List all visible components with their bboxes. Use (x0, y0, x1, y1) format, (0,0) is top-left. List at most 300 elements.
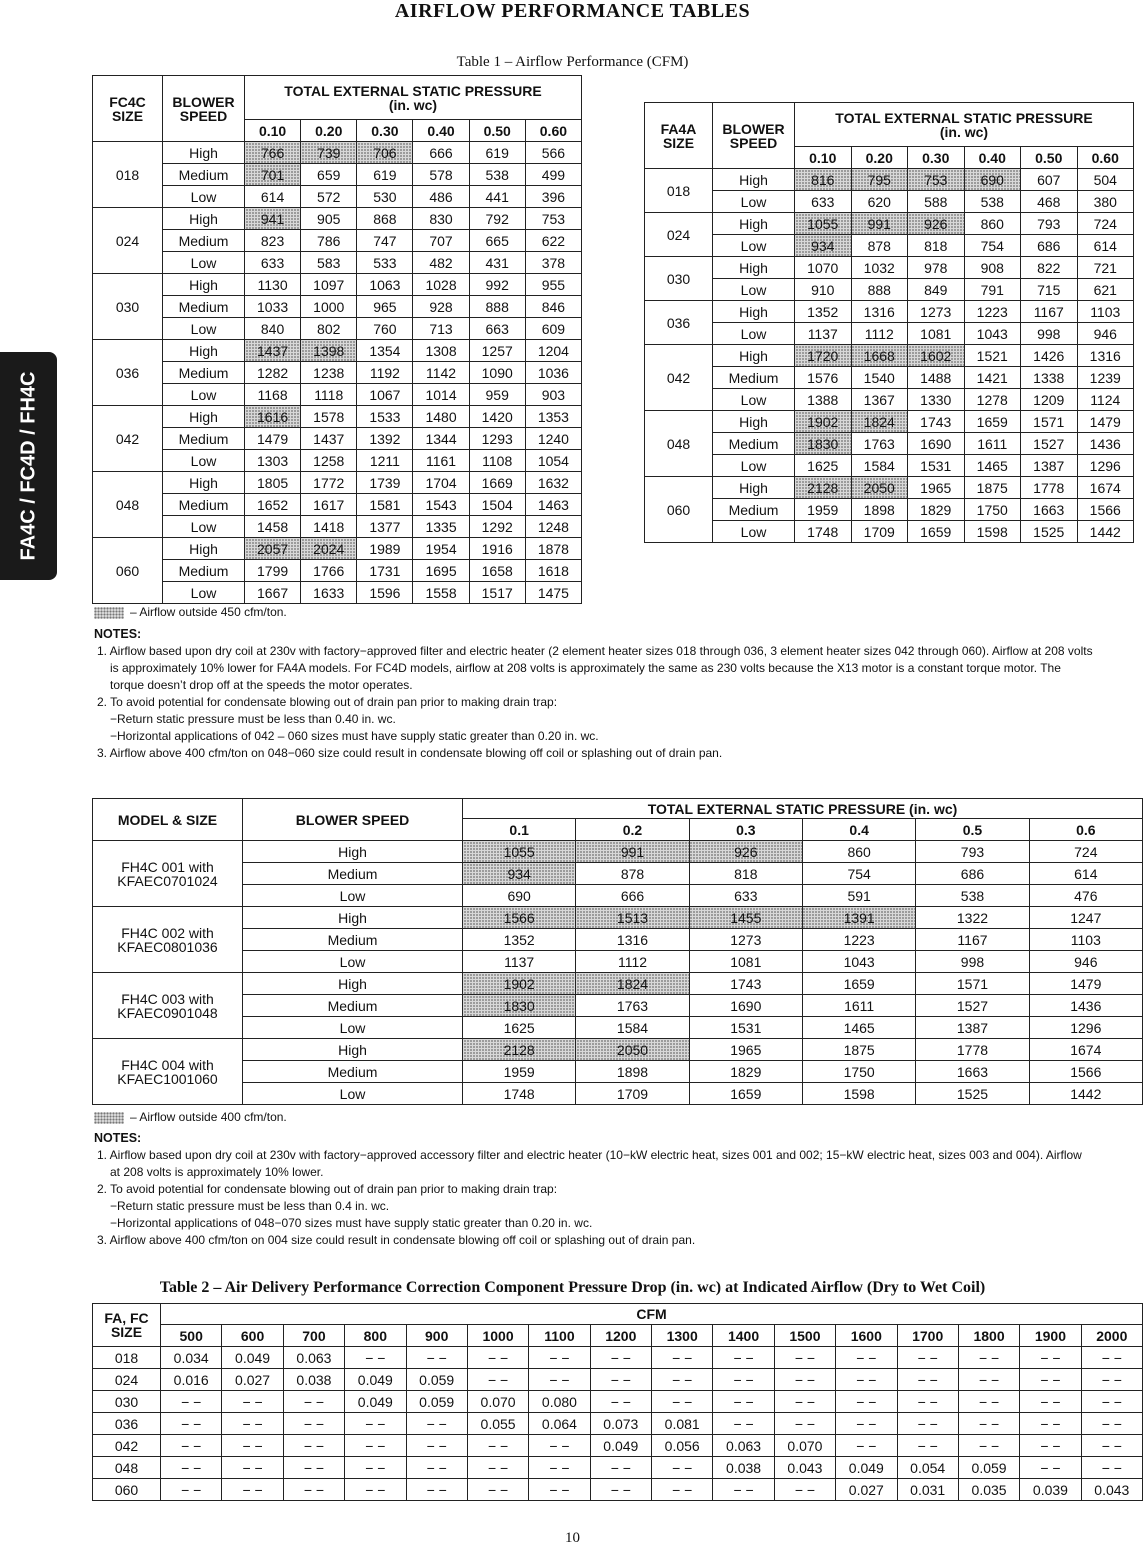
cfm-cell: 1602 (908, 345, 965, 367)
table-row (645, 213, 1134, 235)
cfm-cell: 1293 (469, 428, 525, 450)
cfm-cell: 1571 (916, 973, 1029, 995)
col-header: 0.20 (851, 147, 908, 169)
cfm-cell: 795 (851, 169, 908, 191)
pressure-drop-cell: − − (283, 1479, 344, 1501)
cfm-cell: 1465 (964, 455, 1021, 477)
cfm-cell: 476 (1029, 885, 1142, 907)
table-row (93, 142, 582, 164)
table-row (93, 252, 582, 274)
size-cell: 060 (93, 1479, 161, 1501)
note-subitem: −Horizontal applications of 042 – 060 sizes must have supply static greater than 0.20 in. wc. (110, 729, 599, 743)
cfm-cell: 1805 (245, 472, 301, 494)
cfm-col-header: 500 (161, 1325, 222, 1347)
pressure-drop-cell: 0.080 (529, 1391, 590, 1413)
speed-cell: High (713, 411, 795, 433)
cfm-col-header: 1800 (958, 1325, 1019, 1347)
pressure-drop-cell: − − (774, 1479, 835, 1501)
cfm-cell: 538 (469, 164, 525, 186)
cfm-cell: 1617 (301, 494, 357, 516)
pressure-drop-cell: 0.070 (774, 1435, 835, 1457)
cfm-cell: 1420 (469, 406, 525, 428)
table-row (93, 973, 1143, 995)
cfm-cell: 583 (301, 252, 357, 274)
cfm-cell: 934 (463, 863, 576, 885)
cfm-cell: 666 (413, 142, 469, 164)
pressure-drop-cell: 0.063 (283, 1347, 344, 1369)
table-row (93, 995, 1143, 1017)
pressure-drop-cell: − − (713, 1347, 774, 1369)
speed-cell: Low (163, 384, 245, 406)
cfm-cell: 1273 (908, 301, 965, 323)
cfm-cell: 926 (908, 213, 965, 235)
cfm-cell: 690 (964, 169, 1021, 191)
cfm-cell: 1763 (851, 433, 908, 455)
cfm-cell: 1659 (908, 521, 965, 543)
cfm-cell: 1463 (525, 494, 581, 516)
cfm-cell: 380 (1077, 191, 1134, 213)
cfm-cell: 1766 (301, 560, 357, 582)
table-row (93, 164, 582, 186)
blower-speed-header: BLOWER SPEED (163, 76, 245, 142)
table-row (93, 1369, 1143, 1391)
speed-cell: Low (163, 252, 245, 274)
pressure-drop-cell: − − (774, 1347, 835, 1369)
size-cell: 030 (645, 257, 713, 301)
table-row (645, 257, 1134, 279)
cfm-cell: 978 (908, 257, 965, 279)
pressure-drop-cell: − − (713, 1369, 774, 1391)
cfm-cell: 1063 (357, 274, 413, 296)
cfm-cell: 802 (301, 318, 357, 340)
pressure-drop-cell: − − (529, 1435, 590, 1457)
cfm-cell: 686 (1021, 235, 1078, 257)
pressure-drop-cell: − − (467, 1347, 528, 1369)
size-cell: 018 (93, 142, 163, 208)
cfm-cell: 1442 (1077, 521, 1134, 543)
table-row (93, 1435, 1143, 1457)
table-row (93, 538, 582, 560)
pressure-drop-cell: 0.038 (283, 1369, 344, 1391)
pressure-drop-cell: − − (897, 1369, 958, 1391)
cfm-cell: 1479 (1029, 973, 1142, 995)
pressure-drop-cell: 0.064 (529, 1413, 590, 1435)
col-header: 0.40 (413, 120, 469, 142)
cfm-cell: 1611 (964, 433, 1021, 455)
cfm-cell: 888 (851, 279, 908, 301)
cfm-cell: 888 (469, 296, 525, 318)
cfm-cell: 1398 (301, 340, 357, 362)
table-row (93, 560, 582, 582)
pressure-drop-cell: − − (1081, 1457, 1142, 1479)
table-row (93, 428, 582, 450)
pressure-drop-cell: − − (713, 1391, 774, 1413)
table-row (645, 323, 1134, 345)
pressure-drop-cell: − − (161, 1435, 222, 1457)
cfm-cell: 955 (525, 274, 581, 296)
col-header: 0.50 (1021, 147, 1078, 169)
cfm-cell: 1335 (413, 516, 469, 538)
pressure-drop-cell: − − (590, 1391, 651, 1413)
speed-cell: High (163, 208, 245, 230)
pressure-drop-cell: − − (529, 1479, 590, 1501)
cfm-cell: 793 (916, 841, 1029, 863)
cfm-cell: 1303 (245, 450, 301, 472)
pressure-drop-cell: − − (529, 1347, 590, 1369)
speed-cell: Medium (163, 560, 245, 582)
cfm-cell: 1667 (245, 582, 301, 604)
col-header: 0.2 (576, 819, 689, 841)
cfm-cell: 622 (525, 230, 581, 252)
size-cell: 060 (645, 477, 713, 543)
cfm-cell: 1540 (851, 367, 908, 389)
cfm-cell: 1743 (689, 973, 802, 995)
pressure-drop-cell: − − (774, 1369, 835, 1391)
cfm-cell: 1097 (301, 274, 357, 296)
cfm-cell: 633 (689, 885, 802, 907)
cfm-cell: 538 (916, 885, 1029, 907)
col-header: 0.4 (802, 819, 915, 841)
pressure-drop-cell: − − (406, 1435, 467, 1457)
table-row (645, 169, 1134, 191)
table-row (645, 389, 1134, 411)
pressure-drop-cell: − − (283, 1435, 344, 1457)
cfm-cell: 1674 (1077, 477, 1134, 499)
cfm-cell: 1090 (469, 362, 525, 384)
size-cell: 042 (93, 406, 163, 472)
pressure-drop-cell: − − (713, 1479, 774, 1501)
pressure-drop-cell: − − (836, 1347, 897, 1369)
pressure-drop-cell: − − (283, 1457, 344, 1479)
cfm-cell: 1142 (413, 362, 469, 384)
pressure-drop-cell: − − (1081, 1435, 1142, 1457)
cfm-cell: 1584 (851, 455, 908, 477)
cfm-cell: 1240 (525, 428, 581, 450)
cfm-cell: 724 (1077, 213, 1134, 235)
cfm-cell: 659 (301, 164, 357, 186)
cfm-cell: 1330 (908, 389, 965, 411)
pressure-drop-cell: − − (897, 1347, 958, 1369)
cfm-cell: 2057 (245, 538, 301, 560)
cfm-cell: 1192 (357, 362, 413, 384)
cfm-cell: 840 (245, 318, 301, 340)
cfm-cell: 1799 (245, 560, 301, 582)
pressure-drop-cell: − − (836, 1391, 897, 1413)
pressure-drop-cell: − − (345, 1479, 406, 1501)
table-row (645, 411, 1134, 433)
cfm-cell: 1338 (1021, 367, 1078, 389)
pressure-drop-cell: − − (161, 1457, 222, 1479)
cfm-cell: 2128 (795, 477, 852, 499)
pressure-drop-cell: − − (406, 1347, 467, 1369)
notes-fh4c (94, 1130, 1094, 1249)
size-cell: 036 (93, 340, 163, 406)
pressure-drop-cell: − − (283, 1391, 344, 1413)
cfm-cell: 1616 (245, 406, 301, 428)
cfm-cell: 1437 (301, 428, 357, 450)
cfm-cell: 1902 (463, 973, 576, 995)
model-size-cell: FH4C 001 with KFAEC0701024 (93, 841, 243, 907)
fh4c-airflow-table (92, 798, 1143, 1105)
cfm-cell: 1584 (576, 1017, 689, 1039)
cfm-cell: 754 (964, 235, 1021, 257)
cfm-cell: 823 (245, 230, 301, 252)
cfm-cell: 1875 (964, 477, 1021, 499)
cfm-cell: 1354 (357, 340, 413, 362)
cfm-cell: 1829 (689, 1061, 802, 1083)
cfm-cell: 1442 (1029, 1083, 1142, 1105)
cfm-cell: 1625 (463, 1017, 576, 1039)
cfm-cell: 1043 (802, 951, 915, 973)
cfm-cell: 686 (916, 863, 1029, 885)
pressure-drop-cell: 0.038 (713, 1457, 774, 1479)
cfm-cell: 1625 (795, 455, 852, 477)
pressure-drop-cell: 0.081 (652, 1413, 713, 1435)
cfm-cell: 1663 (1021, 499, 1078, 521)
cfm-cell: 1479 (245, 428, 301, 450)
cfm-cell: 1618 (525, 560, 581, 582)
cfm-cell: 1388 (795, 389, 852, 411)
table-row (93, 1039, 1143, 1061)
cfm-cell: 928 (413, 296, 469, 318)
table2-title: Table 2 – Air Delivery Performance Correction Component Pressure Drop (in. wc) at Indicated Airflow (Dry to Wet Coil) (159, 1279, 986, 1296)
speed-cell: Medium (163, 230, 245, 252)
table-row (645, 279, 1134, 301)
cfm-cell: 1902 (795, 411, 852, 433)
cfm-cell: 1652 (245, 494, 301, 516)
pressure-drop-cell: − − (345, 1435, 406, 1457)
table-row (93, 208, 582, 230)
cfm-cell: 1081 (689, 951, 802, 973)
cfm-cell: 431 (469, 252, 525, 274)
pressure-drop-cell: − − (406, 1479, 467, 1501)
cfm-cell: 1296 (1029, 1017, 1142, 1039)
cfm-cell: 793 (1021, 213, 1078, 235)
cfm-cell: 1830 (463, 995, 576, 1017)
pressure-drop-cell: − − (1081, 1391, 1142, 1413)
cfm-cell: 591 (802, 885, 915, 907)
pressure-drop-cell: 0.054 (897, 1457, 958, 1479)
pressure-drop-cell: − − (529, 1457, 590, 1479)
cfm-cell: 1316 (1077, 345, 1134, 367)
table-row (93, 582, 582, 604)
cfm-col-header: 1900 (1020, 1325, 1081, 1347)
cfm-cell: 572 (301, 186, 357, 208)
size-cell: 042 (93, 1435, 161, 1457)
cfm-cell: 792 (469, 208, 525, 230)
table-row (645, 433, 1134, 455)
cfm-cell: 1778 (916, 1039, 1029, 1061)
cfm-cell: 1581 (357, 494, 413, 516)
col-header: 0.60 (525, 120, 581, 142)
cfm-cell: 1690 (689, 995, 802, 1017)
speed-cell: High (163, 142, 245, 164)
speed-cell: High (163, 472, 245, 494)
pressure-drop-cell: 0.027 (222, 1369, 283, 1391)
cfm-cell: 1965 (908, 477, 965, 499)
cfm-cell: 1830 (795, 433, 852, 455)
cfm-cell: 721 (1077, 257, 1134, 279)
cfm-cell: 1748 (795, 521, 852, 543)
table-row (93, 274, 582, 296)
cfm-cell: 1054 (525, 450, 581, 472)
col-header: 0.3 (689, 819, 802, 841)
cfm-cell: 860 (802, 841, 915, 863)
pressure-drop-cell: 0.049 (345, 1369, 406, 1391)
cfm-cell: 1878 (525, 538, 581, 560)
cfm-cell: 1513 (576, 907, 689, 929)
cfm-cell: 663 (469, 318, 525, 340)
pressure-drop-cell: − − (345, 1413, 406, 1435)
cfm-cell: 566 (525, 142, 581, 164)
cfm-cell: 486 (413, 186, 469, 208)
cfm-cell: 1028 (413, 274, 469, 296)
cfm-cell: 1488 (908, 367, 965, 389)
cfm-cell: 1633 (301, 582, 357, 604)
pressure-drop-cell: 0.043 (774, 1457, 835, 1479)
speed-cell: Medium (243, 929, 463, 951)
page-number: 10 (565, 1530, 580, 1546)
cfm-cell: 1108 (469, 450, 525, 472)
pressure-drop-cell: − − (958, 1435, 1019, 1457)
cfm-cell: 992 (469, 274, 525, 296)
cfm-cell: 633 (245, 252, 301, 274)
table-row (93, 951, 1143, 973)
cfm-col-header: 1600 (836, 1325, 897, 1347)
pressure-drop-cell: − − (1020, 1369, 1081, 1391)
cfm-cell: 1611 (802, 995, 915, 1017)
cfm-cell: 1772 (301, 472, 357, 494)
pressure-drop-cell: − − (958, 1347, 1019, 1369)
col-header: 0.30 (357, 120, 413, 142)
cfm-cell: 747 (357, 230, 413, 252)
size-cell: 036 (645, 301, 713, 345)
pressure-drop-cell: − − (406, 1457, 467, 1479)
col-header: 0.10 (795, 147, 852, 169)
cfm-cell: 860 (964, 213, 1021, 235)
cfm-cell: 1455 (689, 907, 802, 929)
table-row (645, 235, 1134, 257)
speed-cell: Medium (713, 433, 795, 455)
cfm-cell: 1103 (1077, 301, 1134, 323)
size-cell: 024 (645, 213, 713, 257)
model-size-header: MODEL & SIZE (93, 799, 243, 841)
cfm-cell: 998 (1021, 323, 1078, 345)
size-cell: 024 (93, 1369, 161, 1391)
cfm-cell: 1525 (916, 1083, 1029, 1105)
cfm-cell: 965 (357, 296, 413, 318)
pressure-drop-cell: − − (467, 1457, 528, 1479)
cfm-cell: 818 (908, 235, 965, 257)
cfm-cell: 1989 (357, 538, 413, 560)
cfm-cell: 614 (245, 186, 301, 208)
fa4a-airflow-table (644, 102, 1134, 543)
table-row (93, 863, 1143, 885)
cfm-cell: 614 (1029, 863, 1142, 885)
cfm-cell: 715 (1021, 279, 1078, 301)
size-cell: 060 (93, 538, 163, 604)
speed-cell: Low (713, 279, 795, 301)
cfm-cell: 1659 (689, 1083, 802, 1105)
cfm-cell: 1959 (463, 1061, 576, 1083)
cfm-cell: 607 (1021, 169, 1078, 191)
cfm-cell: 707 (413, 230, 469, 252)
pressure-drop-cell: − − (958, 1391, 1019, 1413)
col-header: 0.10 (245, 120, 301, 142)
speed-cell: Low (713, 455, 795, 477)
cfm-cell: 1161 (413, 450, 469, 472)
cfm-cell: 1731 (357, 560, 413, 582)
pressure-drop-cell: − − (467, 1479, 528, 1501)
speed-cell: Medium (713, 499, 795, 521)
table-row (93, 1017, 1143, 1039)
cfm-cell: 1465 (802, 1017, 915, 1039)
pressure-drop-cell: 0.070 (467, 1391, 528, 1413)
cfm-cell: 620 (851, 191, 908, 213)
cfm-cell: 1521 (964, 345, 1021, 367)
cfm-cell: 1387 (916, 1017, 1029, 1039)
cfm-cell: 818 (689, 863, 802, 885)
pressure-drop-cell: 0.055 (467, 1413, 528, 1435)
pressure-drop-cell: − − (222, 1457, 283, 1479)
page-title: AIRFLOW PERFORMANCE TABLES (394, 0, 751, 22)
pressure-drop-cell: − − (652, 1391, 713, 1413)
table-row (645, 301, 1134, 323)
cfm-cell: 666 (576, 885, 689, 907)
cfm-cell: 1367 (851, 389, 908, 411)
pressure-drop-cell: − − (345, 1457, 406, 1479)
pressure-drop-cell: − − (590, 1457, 651, 1479)
shaded-swatch (94, 607, 124, 619)
table-row (93, 1413, 1143, 1435)
cfm-col-header: 700 (283, 1325, 344, 1347)
cfm-cell: 690 (463, 885, 576, 907)
pressure-drop-cell: − − (1020, 1391, 1081, 1413)
size-cell: 048 (645, 411, 713, 477)
cfm-cell: 1055 (795, 213, 852, 235)
cfm-cell: 578 (413, 164, 469, 186)
pressure-drop-cell: − − (161, 1479, 222, 1501)
speed-cell: Low (243, 885, 463, 907)
table-row (93, 907, 1143, 929)
cfm-header: CFM (161, 1304, 1143, 1325)
table-row (93, 885, 1143, 907)
cfm-cell: 1533 (357, 406, 413, 428)
cfm-col-header: 600 (222, 1325, 283, 1347)
cfm-cell: 396 (525, 186, 581, 208)
model-size-cell: FH4C 004 with KFAEC1001060 (93, 1039, 243, 1105)
pressure-drop-cell: − − (774, 1413, 835, 1435)
cfm-cell: 499 (525, 164, 581, 186)
table-row (93, 384, 582, 406)
cfm-cell: 1278 (964, 389, 1021, 411)
size-cell: 018 (645, 169, 713, 213)
cfm-cell: 1209 (1021, 389, 1078, 411)
speed-cell: High (713, 477, 795, 499)
pressure-drop-cell: 0.059 (958, 1457, 1019, 1479)
legend-400: – Airflow outside 400 cfm/ton. (94, 1110, 287, 1124)
speed-cell: Low (713, 521, 795, 543)
cfm-cell: 1739 (357, 472, 413, 494)
cfm-col-header: 800 (345, 1325, 406, 1347)
cfm-cell: 1479 (1077, 411, 1134, 433)
cfm-columns-row (93, 1325, 1143, 1347)
cfm-cell: 1258 (301, 450, 357, 472)
pressure-drop-cell: 0.049 (836, 1457, 897, 1479)
col-header: 0.6 (1029, 819, 1142, 841)
pressure-drop-cell: − − (161, 1413, 222, 1435)
cfm-cell: 1527 (1021, 433, 1078, 455)
